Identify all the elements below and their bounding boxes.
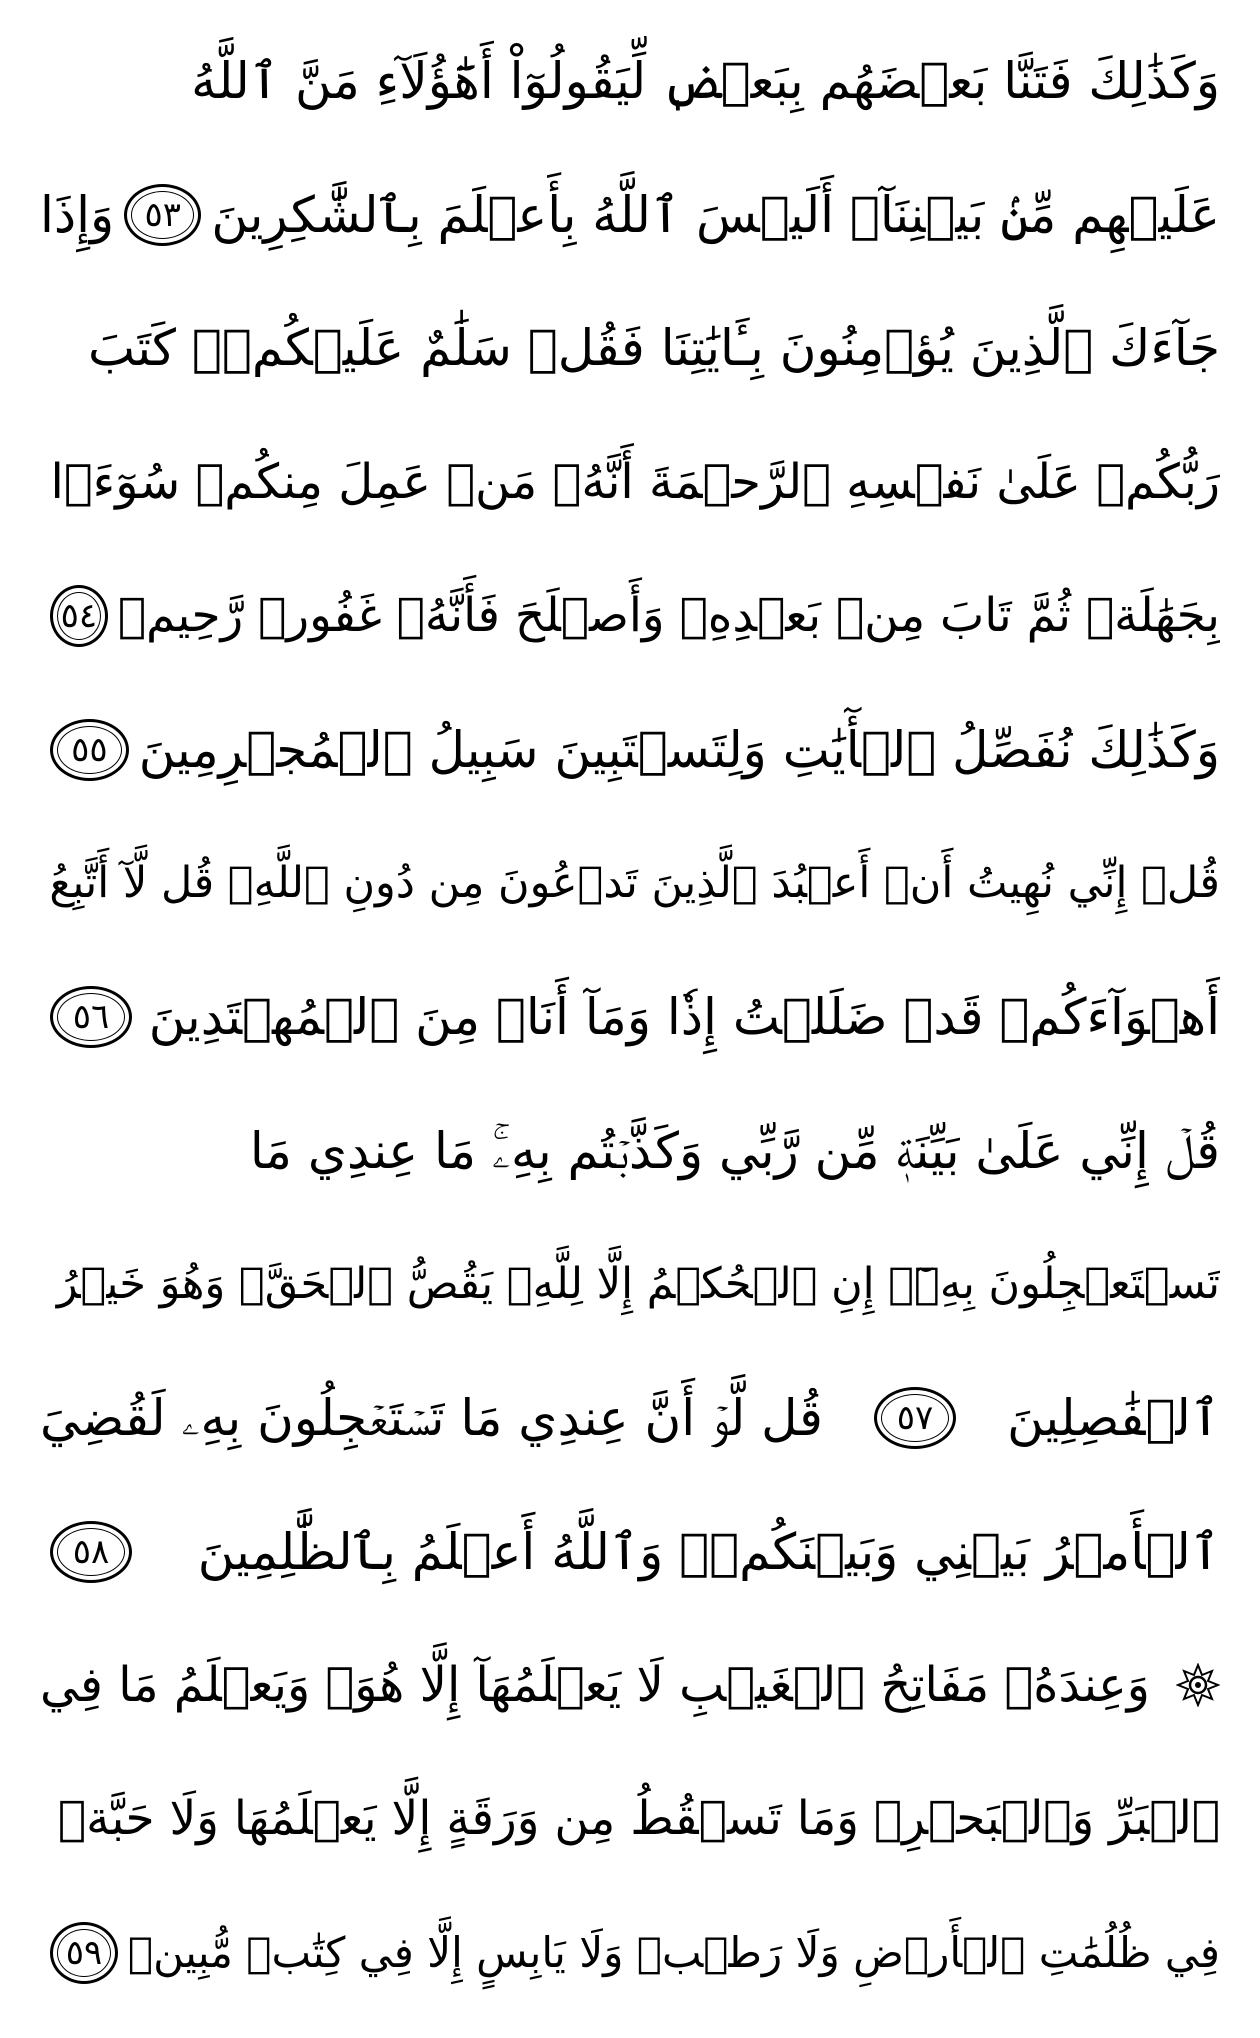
verse-line [40, 22, 1220, 140]
verse-text: تَسۡتَعۡجِلُونَ بِهِۦٓۚ إِنِ ٱلۡحُكۡمُ إِلَّا لِلَّهِۖ يَقُصُّ ٱلۡحَقَّۖ وَهُوَ خَيۡرُ [56, 1259, 1220, 1310]
verse-text: عَلَيۡهِم مِّنۢ بَيۡنِنَآۗ أَلَيۡسَ ٱللَّهُ بِأَعۡلَمَ بِٱلشَّٰكِرِينَ [211, 185, 1220, 244]
verse-line [40, 1359, 1220, 1477]
verse-text: أَهۡوَآءَكُمۡ قَدۡ ضَلَلۡتُ إِذٗا وَمَآ أَنَا۠ مِنَ ٱلۡمُهۡتَدِينَ [148, 987, 1220, 1046]
verse-line [40, 1894, 1220, 2012]
verse-line [40, 824, 1220, 942]
verse-line [40, 1760, 1220, 1878]
verse-text: قُل لَّوۡ أَنَّ عِندِي مَا تَسۡتَعۡجِلُونَ بِهِۦ لَقُضِيَ [40, 1389, 823, 1448]
verse-line [40, 1626, 1220, 1744]
verse-line [40, 557, 1220, 675]
ayah-number-marker: ٥٥ [50, 719, 129, 781]
verse-text: قُلۡ إِنِّي عَلَىٰ بَيِّنَةٖ مِّن رَّبِّي وَكَذَّبۡتُم بِهِۦۚ مَا عِندِي مَا [249, 1121, 1220, 1180]
verse-text: ٱلۡبَرِّ وَٱلۡبَحۡرِۚ وَمَا تَسۡقُطُ مِن وَرَقَةٍ إِلَّا يَعۡلَمُهَا وَلَا حَبَّةٖ [57, 1791, 1220, 1847]
verse-text: رَبُّكُمۡ عَلَىٰ نَفۡسِهِ ٱلرَّحۡمَةَ أَنَّهُۥ مَنۡ عَمِلَ مِنكُمۡ سُوٓءَۢا [50, 454, 1220, 511]
verse-text: ٱلۡفَٰصِلِينَ [1007, 1389, 1220, 1448]
verse-text: قُلۡ إِنِّي نُهِيتُ أَنۡ أَعۡبُدَ ٱلَّذِينَ تَدۡعُونَ مِن دُونِ ٱللَّهِۚ قُل لَّآ أَتَّبِعُ [49, 858, 1220, 909]
verse-lines [40, 22, 1220, 2012]
ayah-number-marker: ٥٩ [50, 1922, 118, 1984]
verse-text: وَإِذَا [40, 185, 115, 244]
verse-line [40, 1493, 1220, 1611]
verse-text: وَكَذَٰلِكَ فَتَنَّا بَعۡضَهُم بِبَعۡضٖ لِّيَقُولُوٓاْ أَهَٰٓؤُلَآءِ مَنَّ ٱللَّهُ [191, 52, 1220, 110]
ayah-number-marker: ٥٣ [124, 184, 201, 246]
verse-text: ٱلۡأَمۡرُ بَيۡنِي وَبَيۡنَكُمۡۗ وَٱللَّهُ أَعۡلَمُ بِٱلظَّٰلِمِينَ [197, 1522, 1220, 1581]
verse-line [40, 1092, 1220, 1210]
ayah-number-marker: ٥٨ [50, 1521, 132, 1583]
verse-line [40, 958, 1220, 1076]
ayah-number-marker: ٥٦ [50, 986, 132, 1048]
hizb-quarter-icon [1176, 1663, 1220, 1707]
verse-line [40, 691, 1220, 809]
verse-line [40, 423, 1220, 541]
verse-line [40, 1225, 1220, 1343]
ayah-number-marker: ٥٤ [50, 585, 108, 647]
ayah-number-marker: ٥٧ [874, 1387, 956, 1449]
verse-line [40, 289, 1220, 407]
verse-text: وَعِندَهُۥ مَفَاتِحُ ٱلۡغَيۡبِ لَا يَعۡلَمُهَآ إِلَّا هُوَۚ وَيَعۡلَمُ مَا فِي [40, 1657, 1150, 1714]
verse-text: فِي ظُلُمَٰتِ ٱلۡأَرۡضِ وَلَا رَطۡبٖ وَلَا يَابِسٍ إِلَّا فِي كِتَٰبٖ مُّبِينٖ [127, 1927, 1220, 1977]
verse-text: بِجَهَٰلَةٖ ثُمَّ تَابَ مِنۢ بَعۡدِهِۦ وَأَصۡلَحَ فَأَنَّهُۥ غَفُورٞ رَّحِيمٞ [117, 587, 1220, 643]
verse-text: وَكَذَٰلِكَ نُفَصِّلُ ٱلۡأٓيَٰتِ وَلِتَسۡتَبِينَ سَبِيلُ ٱلۡمُجۡرِمِينَ [138, 720, 1220, 779]
verse-text: جَآءَكَ ٱلَّذِينَ يُؤۡمِنُونَ بِـَٔايَٰتِنَا فَقُلۡ سَلَٰمٌ عَلَيۡكُمۡۖ كَتَبَ [87, 319, 1220, 378]
verse-line [40, 156, 1220, 274]
